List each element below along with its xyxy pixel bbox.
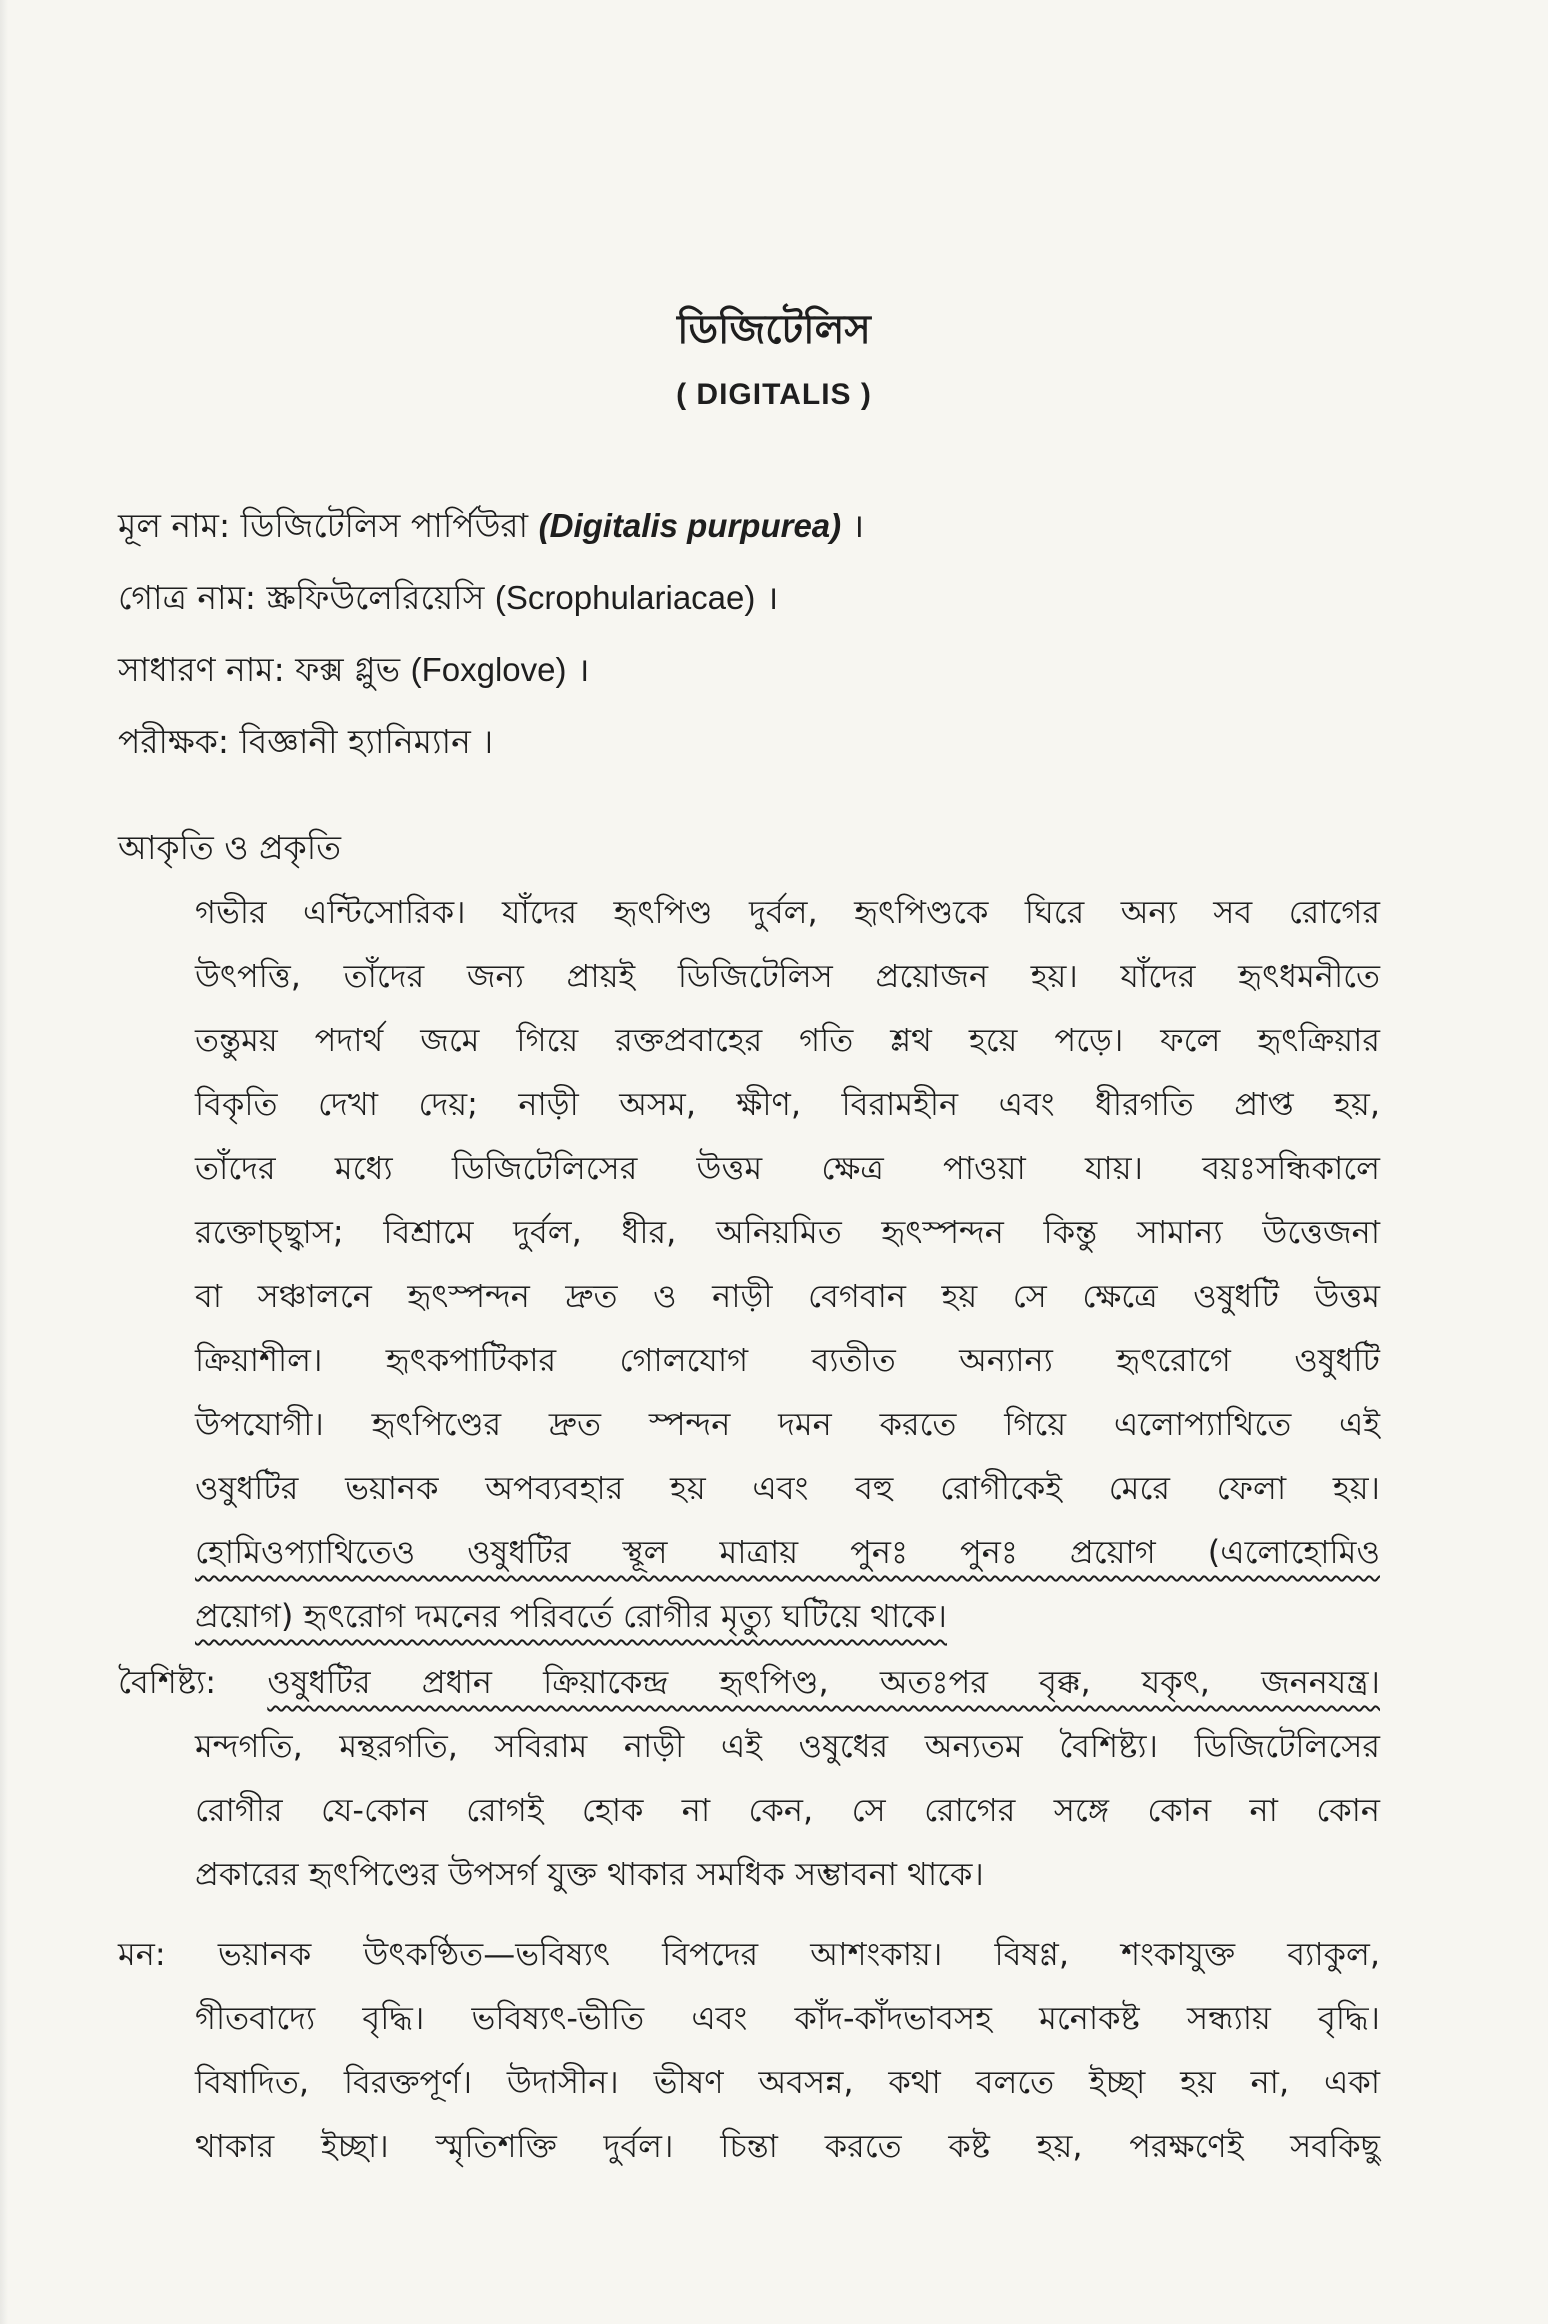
text-line-underlined: প্রয়োগ) হৃৎরোগ দমনের পরিবর্তে রোগীর মৃত্যু ঘটিয়ে থাকে। — [195, 1597, 947, 1635]
text-line-underlined: হোমিওপ্যাথিতেও ওষুধটির স্থূল মাত্রায় পুনঃ পুনঃ প্রয়োগ (এলোহোমিও — [195, 1533, 1380, 1571]
meta-latin: (Scrophulariacae) — [494, 579, 756, 616]
meta-end: । — [765, 578, 779, 617]
text-line: থাকার ইচ্ছা। স্মৃতিশক্তি দুর্বল। চিন্তা করতে কষ্ট হয়, পরক্ষণেই সবকিছু — [195, 2127, 1380, 2165]
page-title-english: ( DIGITALIS ) — [676, 378, 872, 411]
meta-original-name — [118, 500, 864, 556]
mind-first-line: ভয়ানক উৎকণ্ঠিত—ভবিষ্যৎ বিপদের আশংকায়। বিষণ্ণ, শংকাযুক্ত ব্যাকুল, — [217, 1935, 1380, 1973]
text-line: রক্তোচ্ছ্বাস; বিশ্রামে দুর্বল, ধীর, অনিয়মিত হৃৎস্পন্দন কিন্তু সামান্য উত্তেজনা — [195, 1213, 1380, 1251]
text-line: বা সঞ্চালনে হৃৎস্পন্দন দ্রুত ও নাড়ী বেগবান হয় সে ক্ষেত্রে ওষুধটি উত্তম — [195, 1277, 1380, 1315]
text-line: মন্দগতি, মন্থরগতি, সবিরাম নাড়ী এই ওষুধের অন্যতম বৈশিষ্ট্য। ডিজিটেলিসের — [195, 1727, 1380, 1765]
section-nature-body — [195, 880, 1380, 1648]
meta-common-name — [118, 644, 590, 700]
section-features-body — [195, 1714, 1380, 1906]
text-line — [118, 1650, 1380, 1714]
features-first-line: ওষুধটির প্রধান ক্রিয়াকেন্দ্র হৃৎপিণ্ড, অতঃপর বৃক্ক, যকৃৎ, জননযন্ত্র। — [267, 1663, 1380, 1701]
text-line: গভীর এন্টিসোরিক। যাঁদের হৃৎপিণ্ড দুর্বল, হৃৎপিণ্ডকে ঘিরে অন্য সব রোগের — [195, 893, 1380, 931]
meta-label: সাধারণ নাম: — [118, 650, 285, 689]
text-line: তাঁদের মধ্যে ডিজিটেলিসের উত্তম ক্ষেত্র পাওয়া যায়। বয়ঃসন্ধিকালে — [195, 1149, 1380, 1187]
meta-value: বিজ্ঞানী হ্যানিম্যান — [239, 722, 471, 761]
meta-value: ডিজিটেলিস পার্পিউরা — [240, 506, 529, 545]
text-line: উৎপত্তি, তাঁদের জন্য প্রায়ই ডিজিটেলিস প্রয়োজন হয়। যাঁদের হৃৎধমনীতে — [195, 957, 1380, 995]
meta-label: পরীক্ষক: — [118, 722, 229, 761]
text-line: গীতবাদ্যে বৃদ্ধি। ভবিষ্যৎ-ভীতি এবং কাঁদ-কাঁদভাবসহ মনোকষ্ট সন্ধ্যায় বৃদ্ধি। — [195, 1999, 1380, 2037]
meta-value: স্ক্রফিউলেরিয়েসি — [266, 578, 485, 617]
meta-value: ফক্স গ্লুভ — [295, 650, 401, 689]
features-label: বৈশিষ্ট্য: — [118, 1663, 217, 1701]
section-mind-first — [118, 1922, 1380, 1986]
text-line: ক্রিয়াশীল। হৃৎকপাটিকার গোলযোগ ব্যতীত অন্যান্য হৃৎরোগে ওষুধটি — [195, 1341, 1380, 1379]
text-line: বিকৃতি দেখা দেয়; নাড়ী অসম, ক্ষীণ, বিরামহীন এবং ধীরগতি প্রাপ্ত হয়, — [195, 1085, 1380, 1123]
meta-end: । — [577, 650, 590, 689]
meta-latin: (Digitalis purpurea) — [538, 507, 842, 544]
meta-label: মূল নাম: — [118, 506, 231, 545]
page-title-bengali: ডিজিটেলিস — [677, 307, 871, 353]
meta-label: গোত্র নাম: — [118, 578, 257, 617]
text-line: তন্তুময় পদার্থ জমে গিয়ে রক্তপ্রবাহের গতি শ্লথ হয়ে পড়ে। ফলে হৃৎক্রিয়ার — [195, 1021, 1380, 1059]
meta-family-name — [118, 572, 778, 628]
meta-prover — [118, 716, 493, 772]
mind-label: মন: — [118, 1935, 166, 1973]
text-line — [118, 1922, 1380, 1986]
meta-latin: (Foxglove) — [410, 651, 567, 688]
text-line: ওষুধটির ভয়ানক অপব্যবহার হয় এবং বহু রোগীকেই মেরে ফেলা হয়। — [195, 1469, 1380, 1507]
meta-end: । — [851, 506, 865, 545]
meta-end: । — [481, 722, 494, 761]
text-line: প্রকারের হৃৎপিণ্ডের উপসর্গ যুক্ত থাকার সমধিক সম্ভাবনা থাকে। — [195, 1855, 984, 1893]
text-line: রোগীর যে-কোন রোগই হোক না কেন, সে রোগের সঙ্গে কোন না কোন — [195, 1791, 1380, 1829]
text-line: উপযোগী। হৃৎপিণ্ডের দ্রুত স্পন্দন দমন করতে গিয়ে এলোপ্যাথিতে এই — [195, 1405, 1380, 1443]
section-features-first — [118, 1650, 1380, 1714]
text-line: বিষাদিত, বিরক্তপূর্ণ। উদাসীন। ভীষণ অবসন্ন, কথা বলতে ইচ্ছা হয় না, একা — [195, 2063, 1380, 2101]
section-heading-nature: আকৃতি ও প্রকৃতি — [118, 828, 341, 867]
section-mind-body — [195, 1986, 1380, 2178]
